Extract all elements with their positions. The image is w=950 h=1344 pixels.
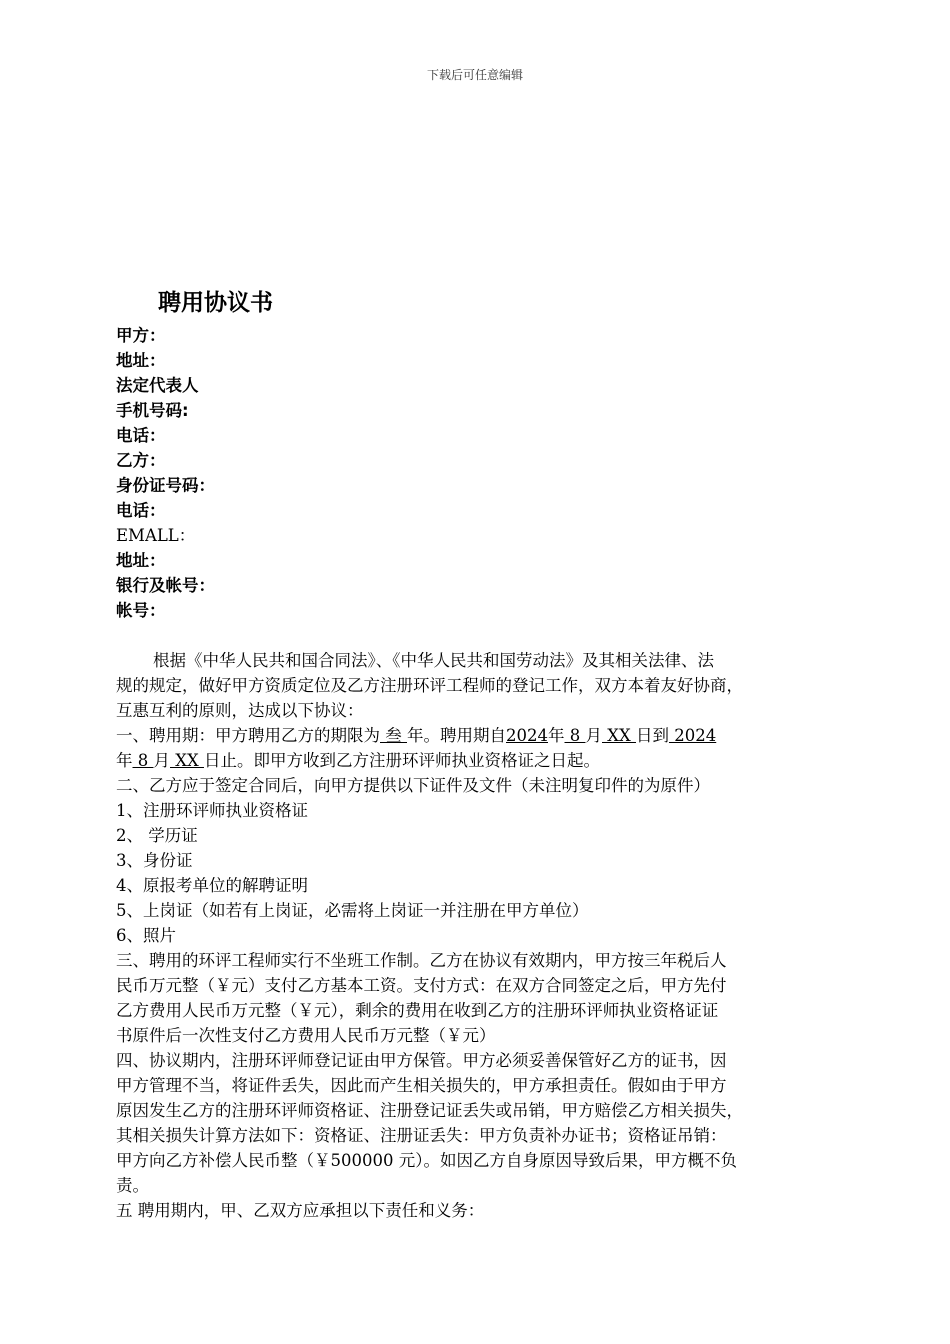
field-email: EMALL： xyxy=(116,526,196,545)
start-year: 2024 xyxy=(506,726,548,745)
year-label: 年 xyxy=(116,751,133,770)
field-bank-account: 银行及帐号： xyxy=(116,576,215,595)
clause-line: 书原件后一次性支付乙方费用人民币万元整（￥元） xyxy=(116,1026,496,1045)
term-clause-line-2 xyxy=(116,748,846,773)
end-month: 8 xyxy=(132,751,154,770)
start-month: 8 xyxy=(564,726,586,745)
list-item: 4、原报考单位的解聘证明 xyxy=(116,876,308,895)
field-account: 帐号： xyxy=(116,601,166,620)
agreement-body xyxy=(116,648,846,1223)
list-item: 6、照片 xyxy=(116,926,176,945)
term-prefix: 一、聘用期：甲方聘用乙方的期限为 xyxy=(116,726,380,745)
intro-line: 根据《中华人民共和国合同法》、《中华人民共和国劳动法》及其相关法律、法 xyxy=(153,651,714,670)
clause-line: 原因发生乙方的注册环评师资格证、注册登记证丢失或吊销，甲方赔偿乙方相关损失， xyxy=(116,1101,743,1120)
list-item: 3、身份证 xyxy=(116,851,193,870)
intro-line: 规的规定，做好甲方资质定位及乙方注册环评工程师的登记工作，双方本着友好协商， xyxy=(116,676,743,695)
month-label: 月 xyxy=(585,726,602,745)
clause-line: 二、乙方应于签定合同后，向甲方提供以下证件及文件（未注明复印件的为原件） xyxy=(116,776,710,795)
clause-line: 五 聘用期内，甲、乙双方应承担以下责任和义务： xyxy=(116,1201,485,1220)
field-party-b: 乙方： xyxy=(116,451,166,470)
clause-line: 责。 xyxy=(116,1176,149,1195)
clause-line: 乙方费用人民币万元整（￥元），剩余的费用在收到乙方的注册环评师执业资格证证 xyxy=(116,1001,719,1020)
start-day: XX xyxy=(602,726,636,745)
field-legal-representative: 法定代表人 xyxy=(116,376,199,395)
clause-line: 民币万元整（￥元）支付乙方基本工资。支付方式：在双方合同签定之后，甲方先付 xyxy=(116,976,727,995)
term-tail: 日止。即甲方收到乙方注册环评师执业资格证之日起。 xyxy=(203,751,600,770)
term-clause-line-1 xyxy=(116,723,846,748)
field-party-a-address: 地址： xyxy=(116,351,166,370)
clause-line: 甲方向乙方补偿人民币整（￥500000 元）。如因乙方自身原因导致后果，甲方概不负 xyxy=(116,1151,737,1170)
party-fields xyxy=(116,323,215,623)
list-item: 2、 学历证 xyxy=(116,826,198,845)
term-years: 叁 xyxy=(380,726,407,745)
field-party-a: 甲方： xyxy=(116,326,166,345)
page-header-note: 下载后可任意编辑 xyxy=(426,68,523,82)
intro-line: 互惠互利的原则，达成以下协议： xyxy=(116,701,364,720)
list-item: 5、上岗证（如若有上岗证，必需将上岗证一并注册在甲方单位） xyxy=(116,901,589,920)
field-party-b-phone: 电话： xyxy=(116,501,166,520)
year-label: 年 xyxy=(548,726,565,745)
term-mid: 年。聘用期自 xyxy=(407,726,506,745)
field-party-b-address: 地址： xyxy=(116,551,166,570)
clause-line: 其相关损失计算方法如下：资格证、注册证丢失：甲方负责补办证书；资格证吊销： xyxy=(116,1126,727,1145)
day-to-label: 日到 xyxy=(635,726,669,745)
field-id-number: 身份证号码： xyxy=(116,476,215,495)
field-party-a-phone: 电话： xyxy=(116,426,166,445)
clause-line: 四、协议期内，注册环评师登记证由甲方保管。甲方必须妥善保管好乙方的证书，因 xyxy=(116,1051,727,1070)
document-title: 聘用协议书 xyxy=(158,290,273,316)
end-year: 2024 xyxy=(668,726,717,745)
month-label: 月 xyxy=(153,751,170,770)
clause-line: 甲方管理不当，将证件丢失，因此而产生相关损失的，甲方承担责任。假如由于甲方 xyxy=(116,1076,727,1095)
clause-line: 三、聘用的环评工程师实行不坐班工作制。乙方在协议有效期内，甲方按三年税后人 xyxy=(116,951,727,970)
end-day: XX xyxy=(170,751,204,770)
list-item: 1、注册环评师执业资格证 xyxy=(116,801,308,820)
field-mobile: 手机号码: xyxy=(116,401,189,420)
